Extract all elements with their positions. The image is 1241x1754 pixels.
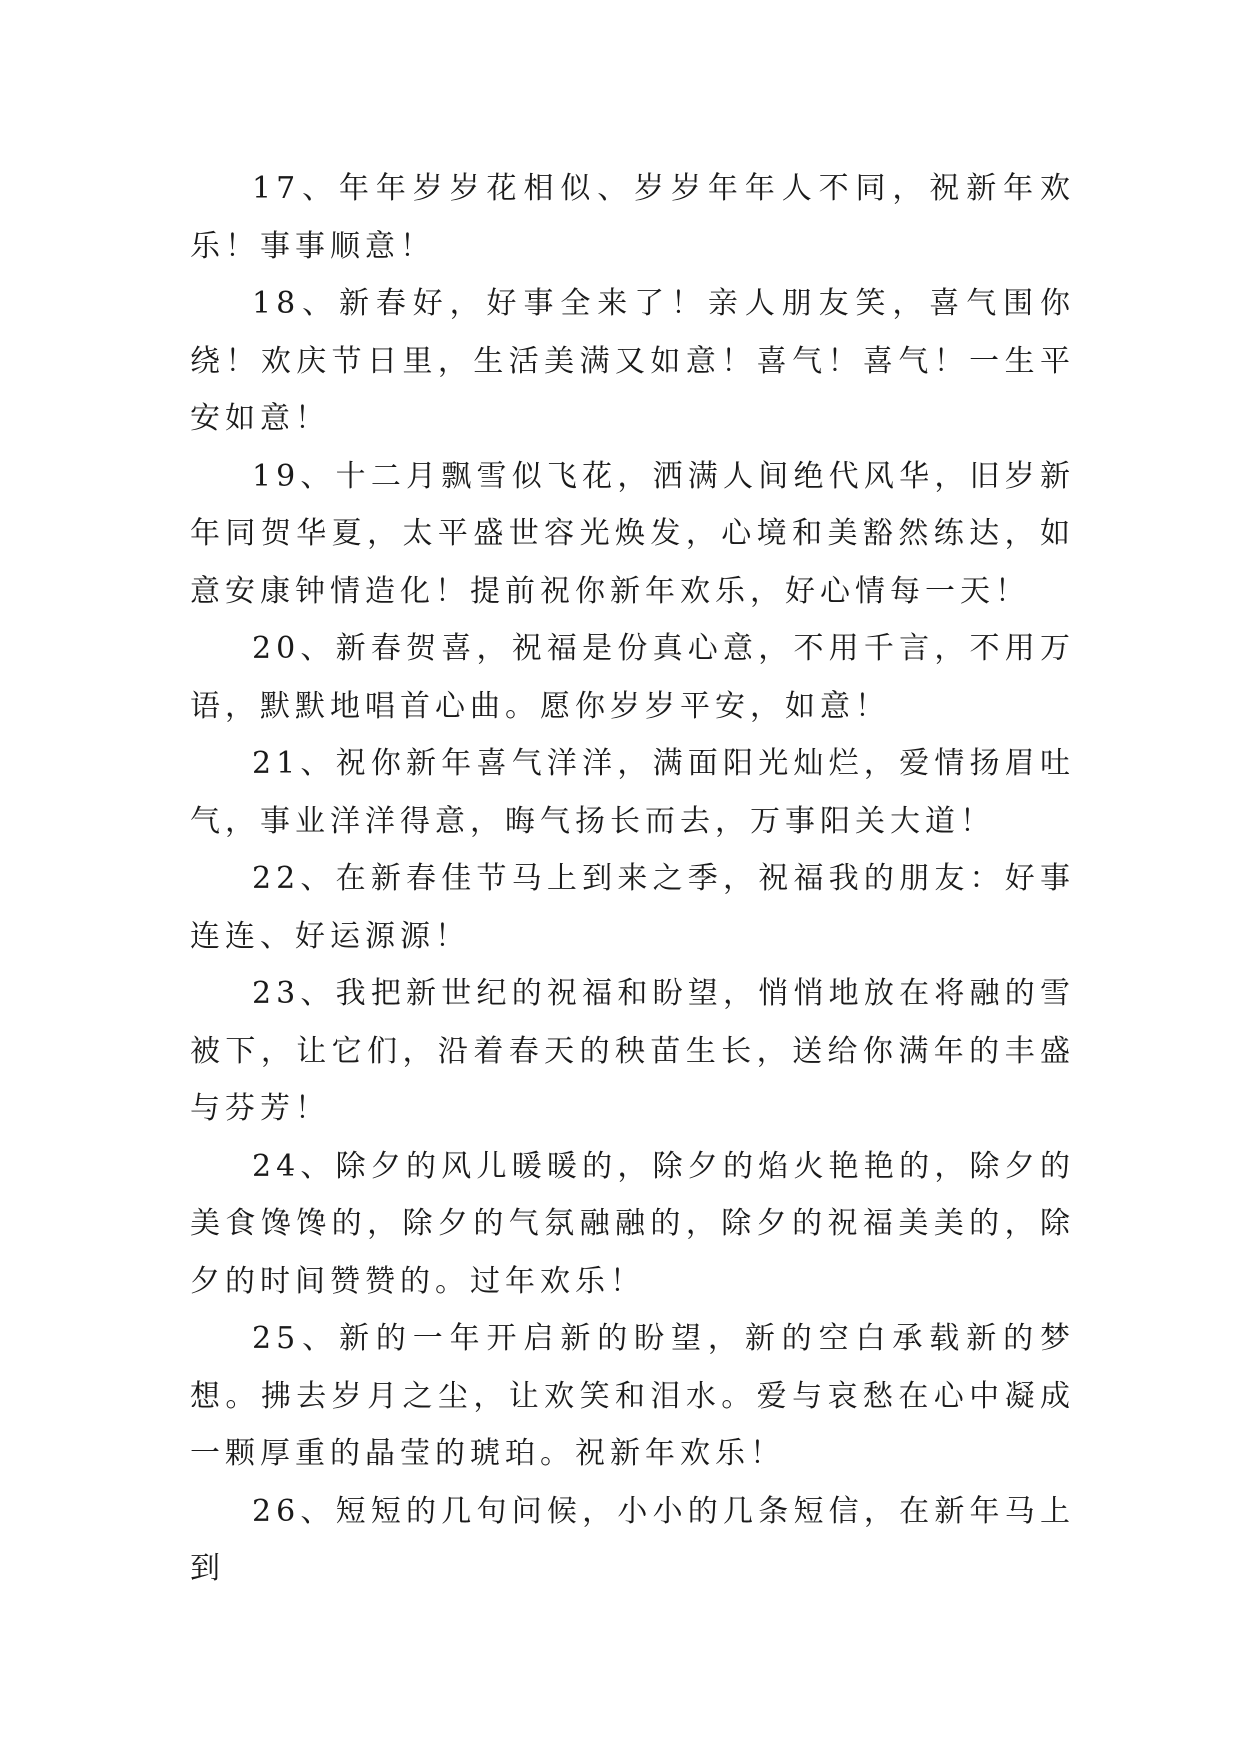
paragraph-24: 24、除夕的风儿暖暖的，除夕的焰火艳艳的，除夕的美食馋馋的，除夕的气氛融融的，除夕的祝福美美的，除夕的时间赞赞的。过年欢乐！ xyxy=(190,1148,1075,1299)
paragraph-26: 26、短短的几句问候，小小的几条短信，在新年马上到 xyxy=(190,1493,1075,1586)
paragraph-21: 21、祝你新年喜气洋洋，满面阳光灿烂，爱情扬眉吐气，事业洋洋得意，晦气扬长而去，万事阳关大道！ xyxy=(190,746,1075,839)
document-body xyxy=(190,160,1075,1598)
paragraph-19: 19、十二月飘雪似飞花，洒满人间绝代风华，旧岁新年同贺华夏，太平盛世容光焕发，心境和美豁然练达，如意安康钟情造化！提前祝你新年欢乐，好心情每一天！ xyxy=(190,458,1075,609)
paragraph-25: 25、新的一年开启新的盼望，新的空白承载新的梦想。拂去岁月之尘，让欢笑和泪水。爱与哀愁在心中凝成一颗厚重的晶莹的琥珀。祝新年欢乐！ xyxy=(190,1321,1075,1471)
paragraph-18: 18、新春好，好事全来了！亲人朋友笑，喜气围你绕！欢庆节日里，生活美满又如意！喜气！喜气！一生平安如意！ xyxy=(190,286,1075,436)
paragraph-20: 20、新春贺喜，祝福是份真心意，不用千言，不用万语，默默地唱首心曲。愿你岁岁平安，如意！ xyxy=(190,631,1075,724)
paragraph-23: 23、我把新世纪的祝福和盼望，悄悄地放在将融的雪被下，让它们，沿着春天的秧苗生长，送给你满年的丰盛与芬芳！ xyxy=(190,976,1075,1126)
paragraph-17: 17、年年岁岁花相似、岁岁年年人不同，祝新年欢乐！事事顺意！ xyxy=(190,171,1075,264)
paragraph-22: 22、在新春佳节马上到来之季，祝福我的朋友：好事连连、好运源源！ xyxy=(190,861,1075,954)
